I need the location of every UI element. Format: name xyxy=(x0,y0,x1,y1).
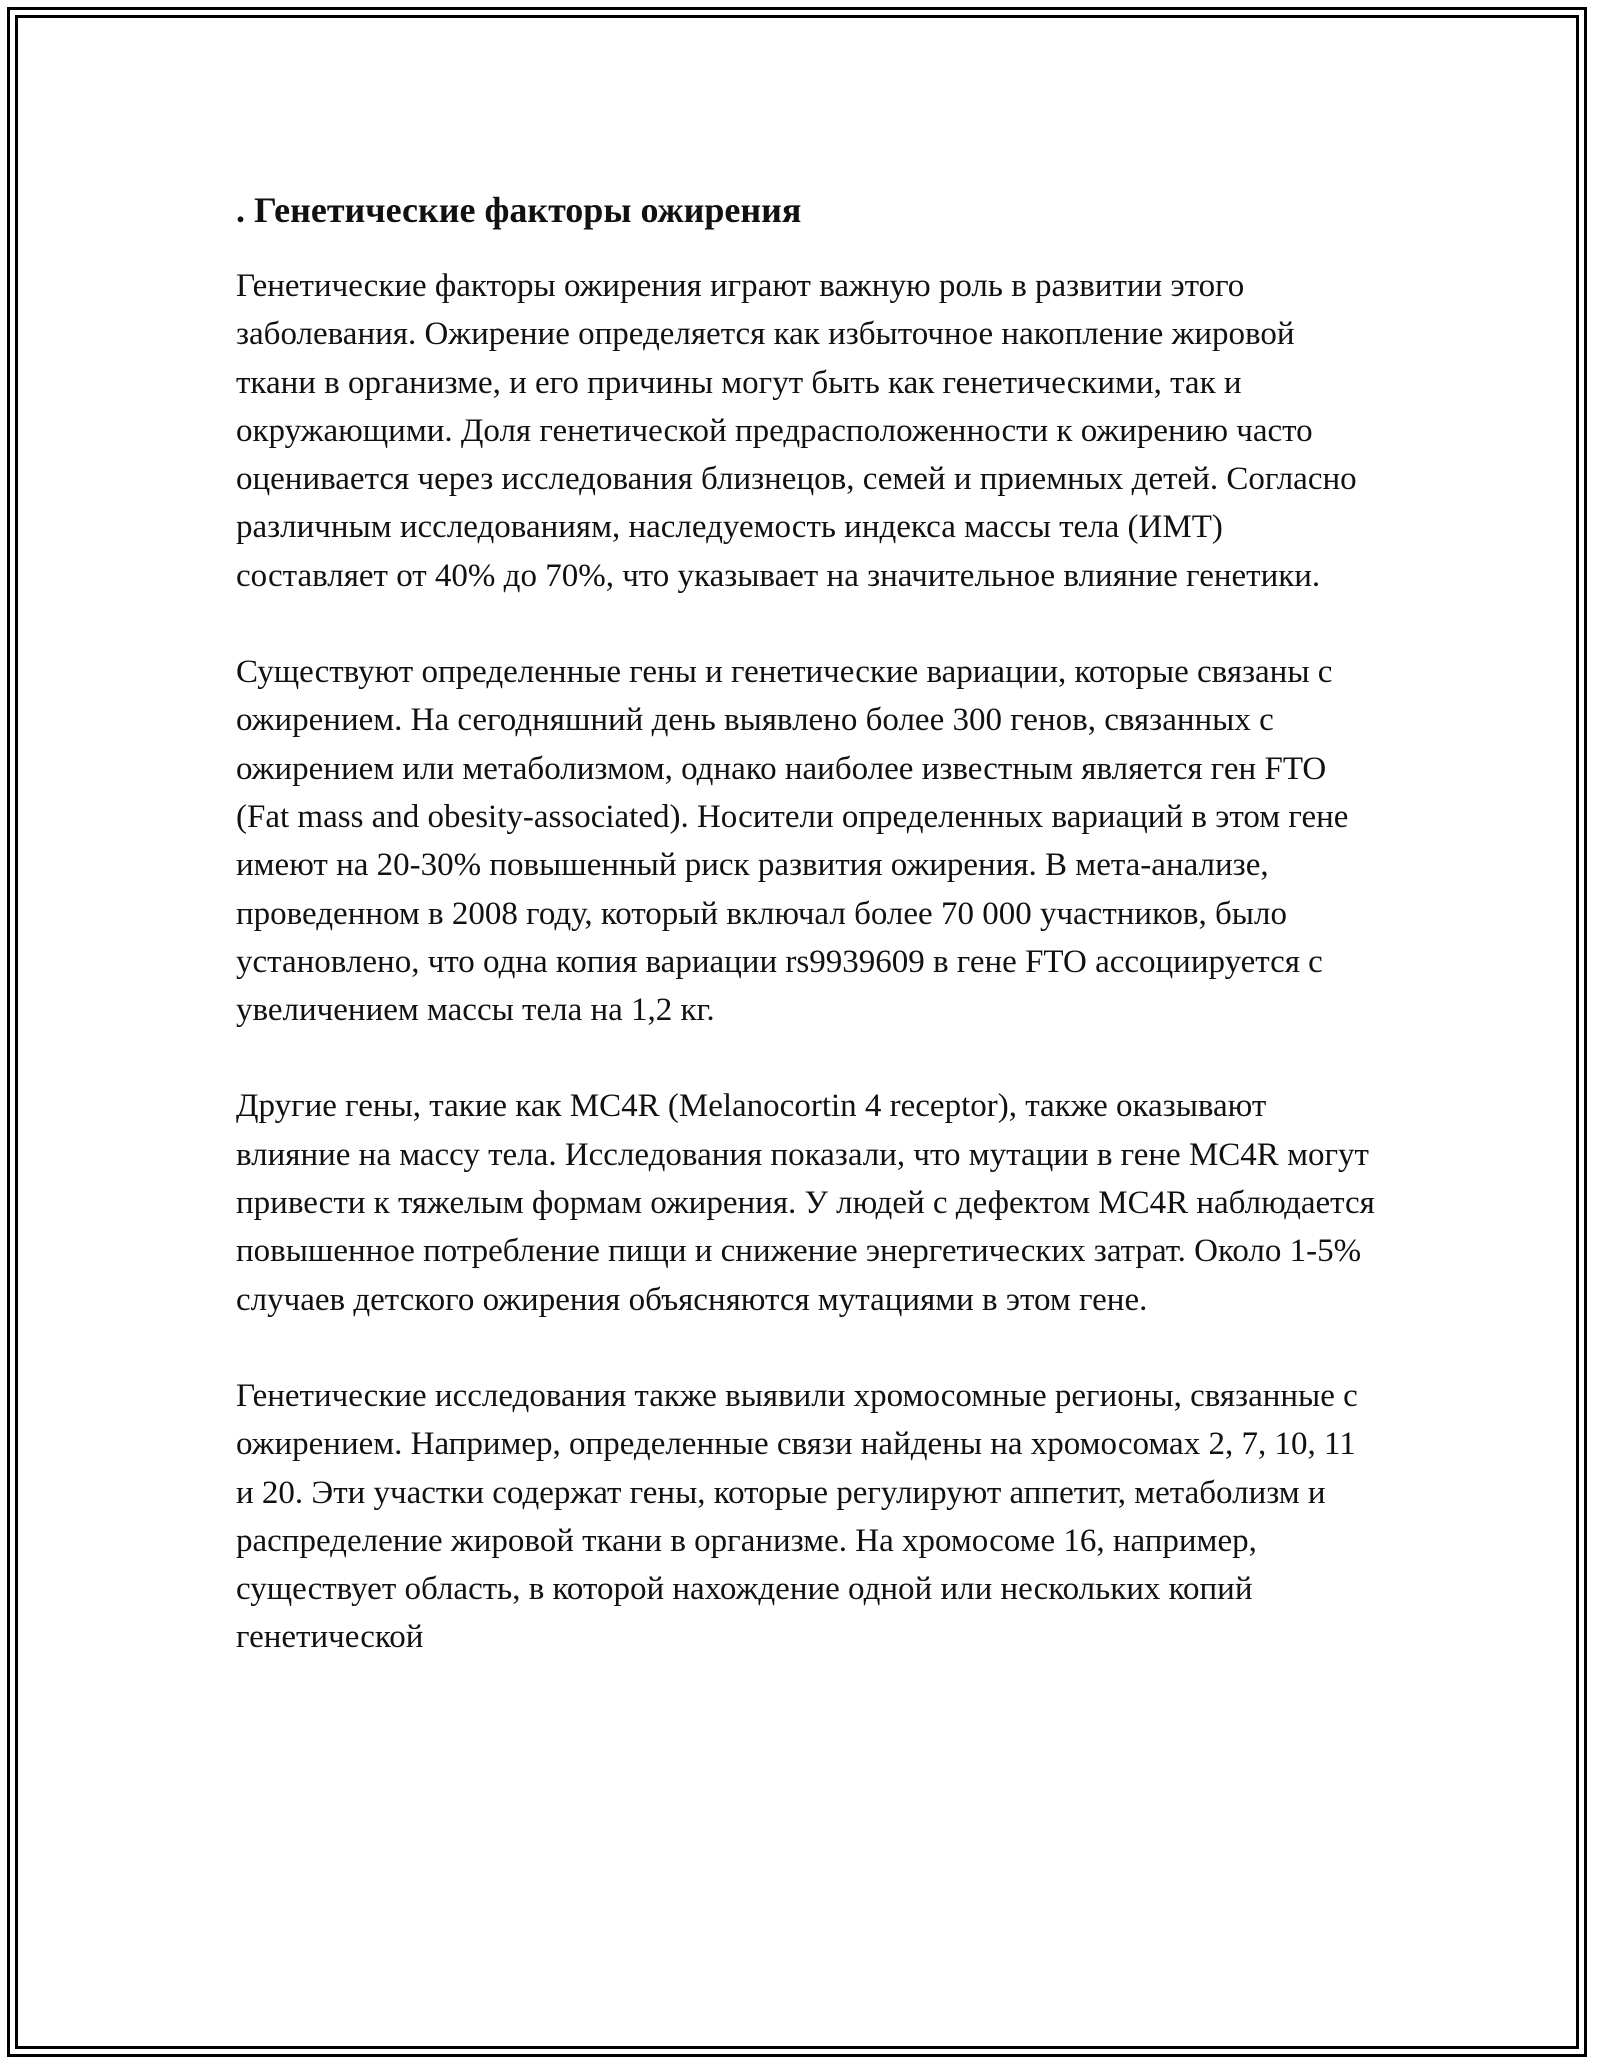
document-body xyxy=(236,186,1376,1662)
paragraph-heritability: Генетические факторы ожирения играют важную роль в развитии этого заболевания. Ожирение определяется как избыточное накопление жировой ткани в организме, и его причины могут быть как генетическими, так и окружающими. Доля генетической предрасположенности к ожирению часто оценивается через исследования близнецов, семей и приемных детей. Согласно различным исследованиям, наследуемость индекса массы тела (ИМТ) составляет от 40% до 70%, что указывает на значительное влияние генетики. xyxy=(236,268,1357,594)
paragraph-chromosome-regions: Генетические исследования также выявили хромосомные регионы, связанные с ожирением. Например, определенные связи найдены на хромосомах 2, 7, 10, 11 и 20. Эти участки содержат гены, которые регулируют аппетит, метаболизм и распределение жировой ткани в организме. На хромосоме 16, например, существует область, в которой нахождение одной или нескольких копий генетической xyxy=(236,1377,1358,1656)
section-heading: . Генетические факторы ожирения xyxy=(236,190,802,230)
paragraph-mc4r-gene: Другие гены, такие как MC4R (Melanocortin 4 receptor), также оказывают влияние на массу тела. Исследования показали, что мутации в гене MC4R могут привести к тяжелым формам ожирения. У людей с дефектом MC4R наблюдается повышенное потребление пищи и снижение энергетических затрат. Около 1-5% случаев детского ожирения объясняются мутациями в этом гене. xyxy=(236,1088,1375,1318)
paragraph-fto-gene: Существуют определенные гены и генетические вариации, которые связаны с ожирением. На сегодняшний день выявлено более 300 генов, связанных с ожирением или метаболизмом, однако наиболее известным является ген FTO (Fat mass and obesity-associated). Носители определенных вариаций в этом гене имеют на 20-30% повышенный риск развития ожирения. В мета-анализе, проведенном в 2008 году, который включал более 70 000 участников, было установлено, что одна копия вариации rs9939609 в гене FTO ассоциируется с увеличением массы тела на 1,2 кг. xyxy=(236,654,1349,1029)
